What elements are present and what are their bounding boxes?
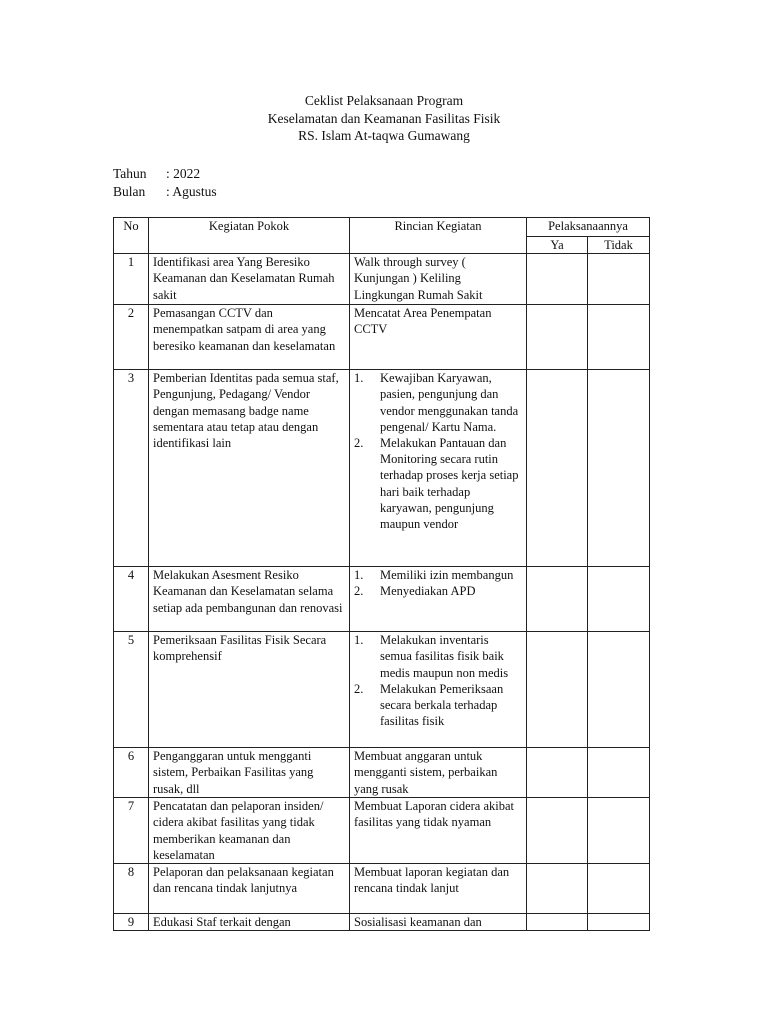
ya-cell[interactable] xyxy=(527,567,588,632)
rincian-cell: Sosialisasi keamanan dan xyxy=(350,914,527,931)
rincian-list xyxy=(354,567,522,599)
table-row xyxy=(114,370,650,567)
rincian-cell xyxy=(350,567,527,632)
header-row xyxy=(114,218,650,237)
tidak-cell[interactable] xyxy=(588,254,650,305)
meta-year xyxy=(113,165,217,183)
list-item-text: Melakukan Pemeriksaan secara berkala terhadap fasilitas fisik xyxy=(380,681,504,729)
tidak-cell[interactable] xyxy=(588,632,650,748)
rincian-list xyxy=(354,370,522,532)
header-rincian-kegiatan: Rincian Kegiatan xyxy=(350,218,527,254)
header-ya: Ya xyxy=(527,237,588,254)
rincian-cell: Membuat Laporan cidera akibat fasilitas yang tidak nyaman xyxy=(350,798,527,864)
kegiatan-cell: Melakukan Asesment Resiko Keamanan dan Keselamatan selama setiap ada pembangunan dan renovasi xyxy=(149,567,350,632)
ya-cell[interactable] xyxy=(527,798,588,864)
list-item xyxy=(354,370,522,435)
ya-cell[interactable] xyxy=(527,914,588,931)
tidak-cell[interactable] xyxy=(588,370,650,567)
row-number: 2 xyxy=(114,305,149,370)
list-item-number: 1. xyxy=(354,568,364,583)
list-item xyxy=(354,435,522,532)
table-row xyxy=(114,798,650,864)
tidak-cell[interactable] xyxy=(588,305,650,370)
table-row xyxy=(114,864,650,914)
ya-cell[interactable] xyxy=(527,370,588,567)
row-number: 4 xyxy=(114,567,149,632)
list-item-number: 2. xyxy=(354,584,364,599)
header-tidak: Tidak xyxy=(588,237,650,254)
list-item-text: Memiliki izin membangun xyxy=(380,568,514,583)
list-item-text: Melakukan inventaris semua fasilitas fisik baik medis maupun non medis xyxy=(380,633,509,680)
row-number: 6 xyxy=(114,748,149,798)
list-item-text: Menyediakan APD xyxy=(380,584,476,599)
tidak-cell[interactable] xyxy=(588,914,650,931)
list-item-text: Kewajiban Karyawan, pasien, pengunjung dan vendor menggunakan tanda pengenal/ Kartu Nama. xyxy=(380,371,519,434)
table-row xyxy=(114,254,650,305)
title-line-3: RS. Islam At-taqwa Gumawang xyxy=(298,128,470,143)
tidak-cell[interactable] xyxy=(588,864,650,914)
list-item-number: 1. xyxy=(354,371,364,386)
list-item-number: 2. xyxy=(354,436,364,451)
document-title xyxy=(0,92,768,145)
tidak-cell[interactable] xyxy=(588,798,650,864)
meta-year-value: : 2022 xyxy=(166,166,201,181)
title-line-1: Ceklist Pelaksanaan Program xyxy=(304,93,464,108)
list-item xyxy=(354,632,522,681)
kegiatan-cell: Pencatatan dan pelaporan insiden/ cidera akibat fasilitas yang tidak memberikan keamanan dan keselamatan xyxy=(149,798,350,864)
row-number: 7 xyxy=(114,798,149,864)
list-item-number: 1. xyxy=(354,633,364,648)
table-row xyxy=(114,632,650,748)
table-row xyxy=(114,914,650,931)
row-number: 5 xyxy=(114,632,149,748)
kegiatan-cell: Pemeriksaan Fasilitas Fisik Secara komprehensif xyxy=(149,632,350,748)
document-meta xyxy=(113,165,217,200)
table-row xyxy=(114,305,650,370)
meta-month xyxy=(113,183,217,201)
list-item xyxy=(354,681,522,730)
rincian-cell: Mencatat Area Penempatan CCTV xyxy=(350,305,527,370)
rincian-cell: Membuat laporan kegiatan dan rencana tindak lanjut xyxy=(350,864,527,914)
rincian-cell xyxy=(350,632,527,748)
rincian-cell: Walk through survey ( Kunjungan ) Keliling Lingkungan Rumah Sakit xyxy=(350,254,527,305)
header-no: No xyxy=(114,218,149,254)
meta-month-value: : Agustus xyxy=(166,183,217,199)
header-kegiatan-pokok: Kegiatan Pokok xyxy=(149,218,350,254)
list-item-number: 2. xyxy=(354,681,364,696)
rincian-cell: Membuat anggaran untuk mengganti sistem, perbaikan yang rusak xyxy=(350,748,527,798)
row-number: 3 xyxy=(114,370,149,567)
meta-month-label: Bulan xyxy=(113,183,146,199)
kegiatan-cell: Pemasangan CCTV dan menempatkan satpam di area yang beresiko keamanan dan keselamatan xyxy=(149,305,350,370)
kegiatan-cell: Edukasi Staf terkait dengan xyxy=(149,914,350,931)
ya-cell[interactable] xyxy=(527,864,588,914)
rincian-cell xyxy=(350,370,527,567)
kegiatan-cell: Pemberian Identitas pada semua staf, Pengunjung, Pedagang/ Vendor dengan memasang badge name sementara atau tetap atau dengan identifikasi lain xyxy=(149,370,350,567)
kegiatan-cell: Identifikasi area Yang Beresiko Keamanan dan Keselamatan Rumah sakit xyxy=(149,254,350,305)
tidak-cell[interactable] xyxy=(588,567,650,632)
table-row xyxy=(114,748,650,798)
ya-cell[interactable] xyxy=(527,632,588,748)
rincian-list xyxy=(354,632,522,729)
table-row xyxy=(114,567,650,632)
row-number: 1 xyxy=(114,254,149,305)
row-number: 9 xyxy=(114,914,149,931)
list-item xyxy=(354,583,522,599)
kegiatan-cell: Pelaporan dan pelaksanaan kegiatan dan rencana tindak lanjutnya xyxy=(149,864,350,914)
title-line-2: Keselamatan dan Keamanan Fasilitas Fisik xyxy=(267,110,501,126)
checklist-table xyxy=(113,217,650,931)
ya-cell[interactable] xyxy=(527,254,588,305)
meta-year-label: Tahun xyxy=(113,166,147,181)
kegiatan-cell: Penganggaran untuk mengganti sistem, Perbaikan Fasilitas yang rusak, dll xyxy=(149,748,350,798)
ya-cell[interactable] xyxy=(527,748,588,798)
list-item xyxy=(354,567,522,583)
tidak-cell[interactable] xyxy=(588,748,650,798)
list-item-text: Melakukan Pantauan dan Monitoring secara rutin terhadap proses kerja setiap hari baik terhadap karyawan, pengunjung maupun vendor xyxy=(380,436,519,532)
row-number: 8 xyxy=(114,864,149,914)
ya-cell[interactable] xyxy=(527,305,588,370)
header-pelaksanaan: Pelaksanaannya xyxy=(527,218,650,237)
